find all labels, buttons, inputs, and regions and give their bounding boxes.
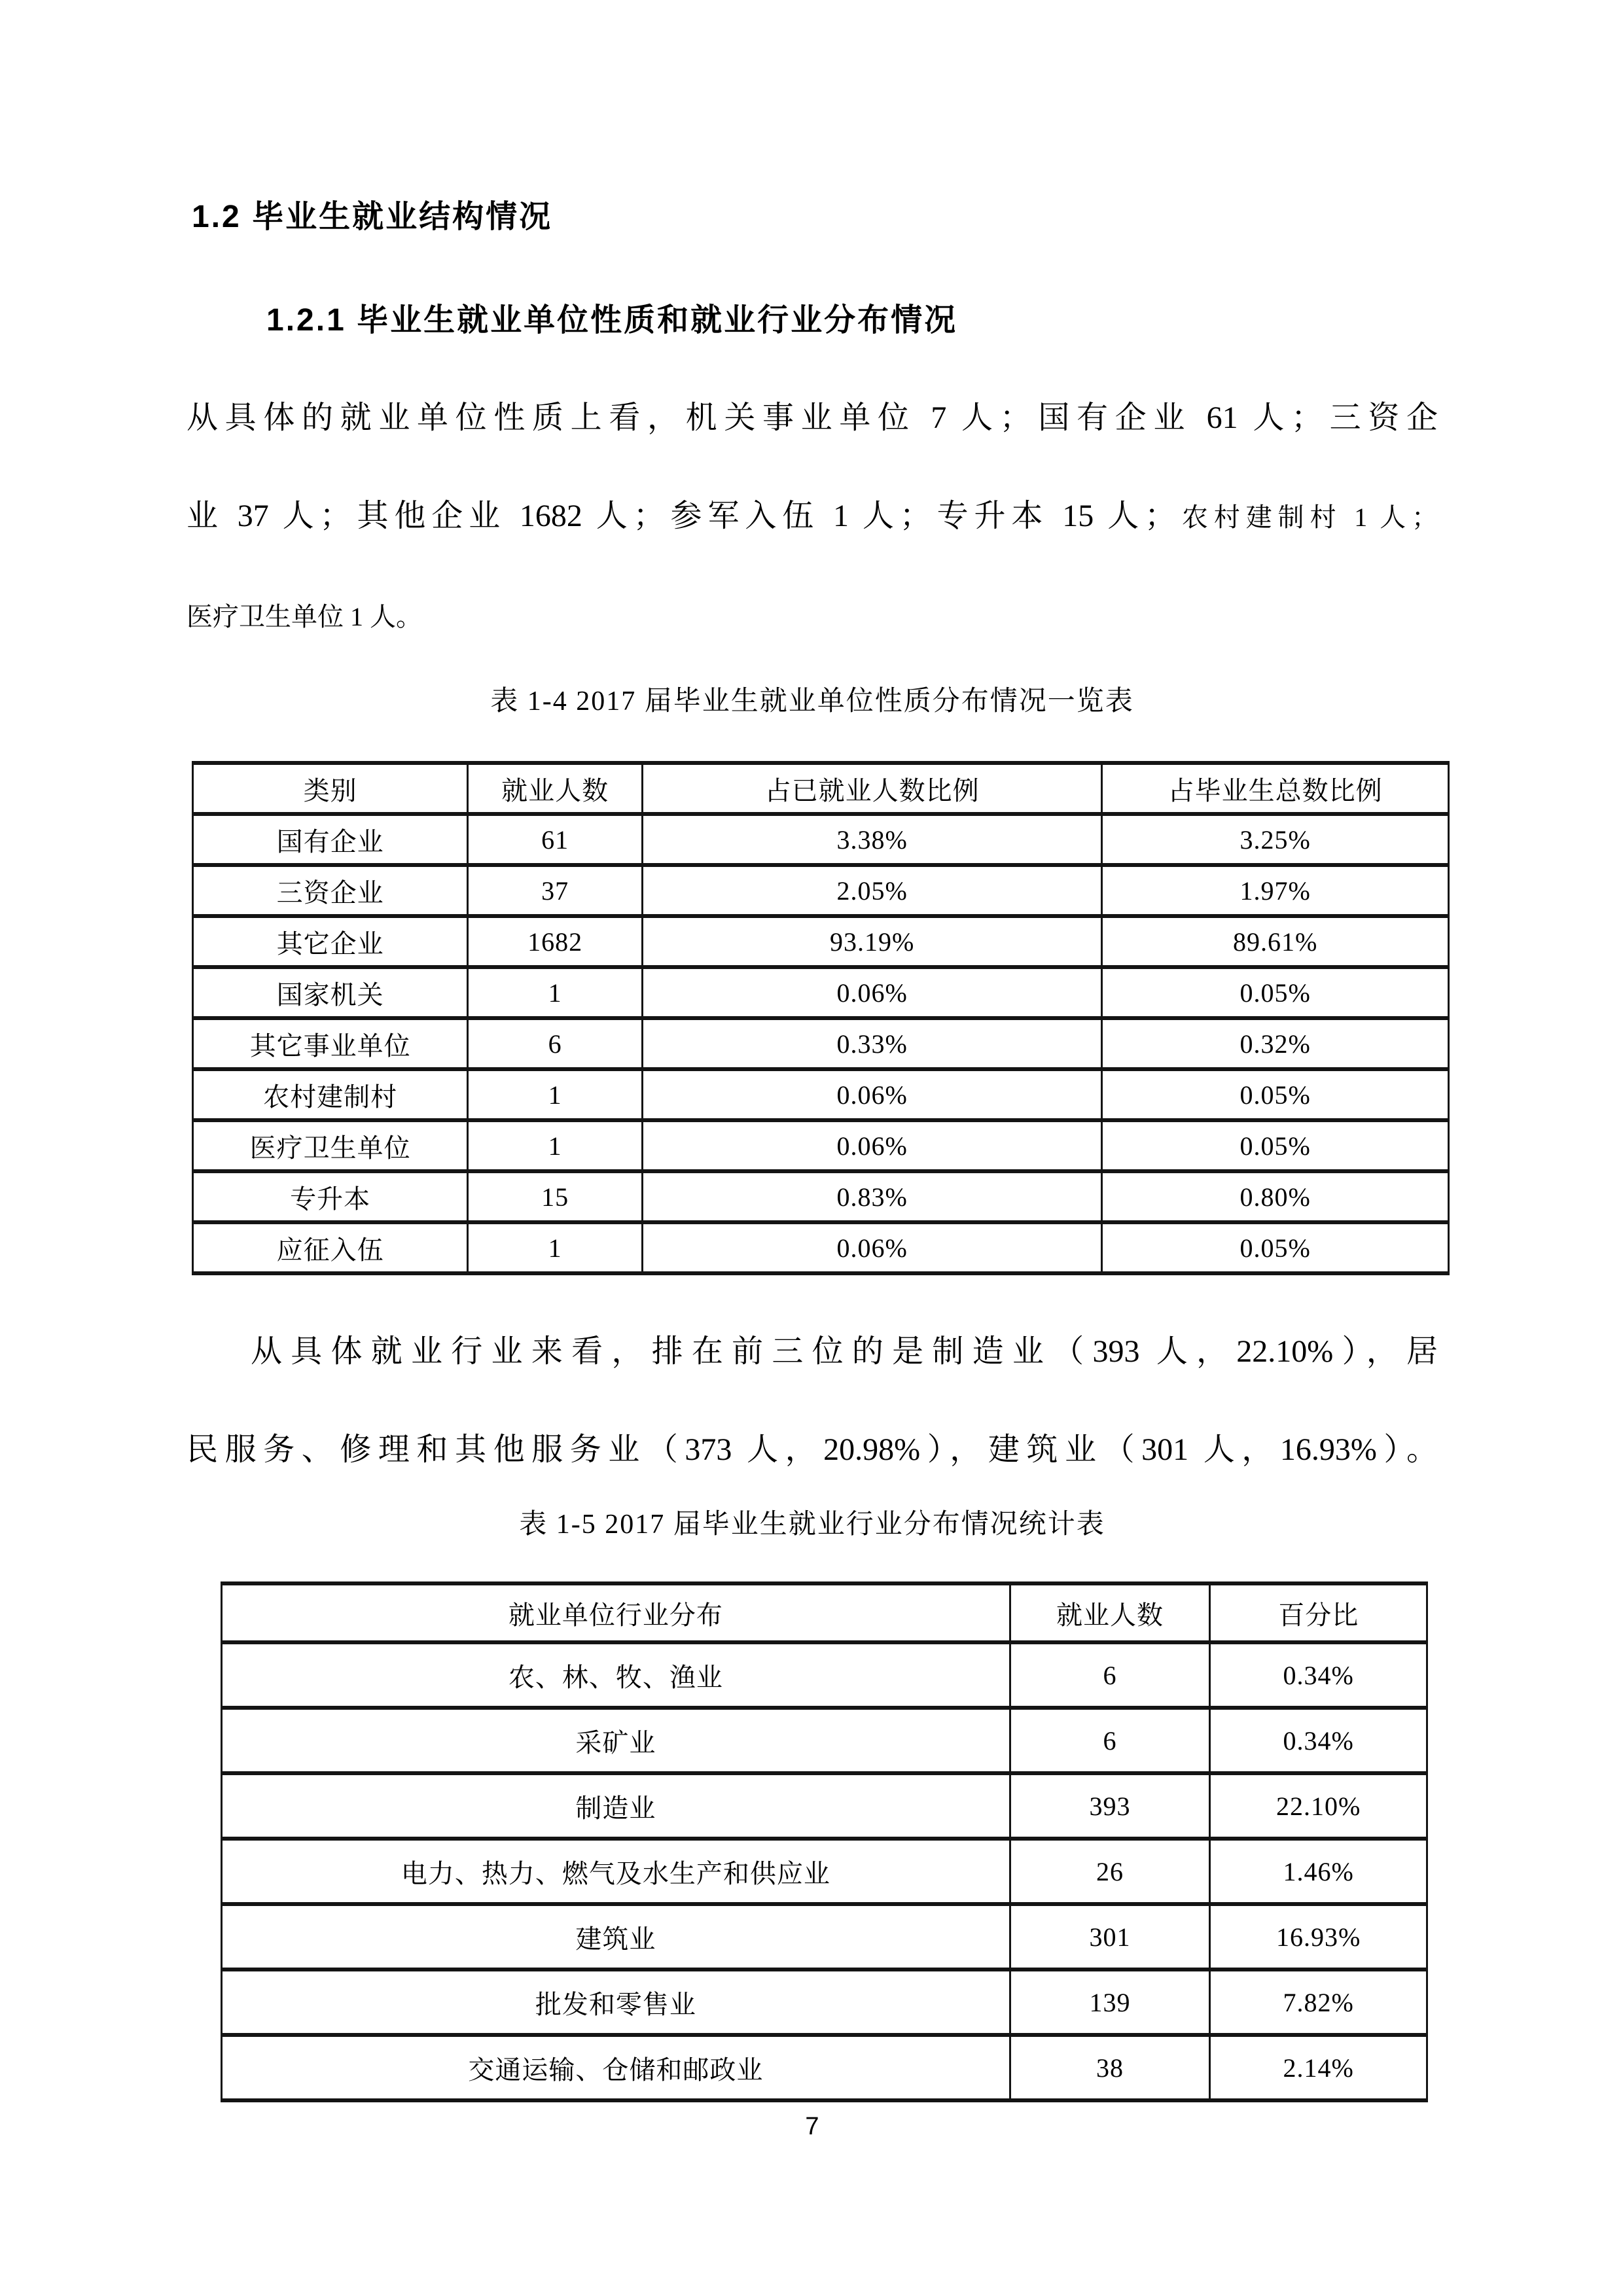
table-cell: 139 — [1010, 1969, 1210, 2035]
table-cell: 农、林、牧、渔业 — [222, 1642, 1010, 1708]
table-column-header: 就业人数 — [468, 763, 643, 814]
section-heading: 1.2 毕业生就业结构情况 — [192, 200, 553, 234]
table-cell: 89.61% — [1102, 916, 1449, 967]
table-cell: 1 — [468, 1069, 643, 1120]
table-cell: 6 — [1010, 1708, 1210, 1773]
table-cell: 建筑业 — [222, 1904, 1010, 1969]
table-cell: 1 — [468, 967, 643, 1018]
table-cell: 7.82% — [1210, 1969, 1427, 2035]
table-cell: 2.14% — [1210, 2035, 1427, 2100]
table-1-4 — [192, 761, 1450, 1275]
table-cell: 0.83% — [642, 1171, 1101, 1222]
table-cell: 采矿业 — [222, 1708, 1010, 1773]
table-row — [222, 1642, 1427, 1708]
paragraph-line — [187, 369, 1438, 467]
table-cell: 专升本 — [193, 1171, 468, 1222]
table-cell: 26 — [1010, 1839, 1210, 1904]
table-header-row — [222, 1583, 1427, 1642]
table-cell: 电力、热力、燃气及水生产和供应业 — [222, 1839, 1010, 1904]
table-row — [222, 1773, 1427, 1839]
table-column-header: 类别 — [193, 763, 468, 814]
table-row — [193, 967, 1449, 1018]
table-cell: 22.10% — [1210, 1773, 1427, 1839]
table-cell: 农村建制村 — [193, 1069, 468, 1120]
table-row — [222, 1904, 1427, 1969]
table-cell: 301 — [1010, 1904, 1210, 1969]
table-cell: 0.05% — [1102, 1120, 1449, 1171]
table-cell: 393 — [1010, 1773, 1210, 1839]
table-row — [222, 1708, 1427, 1773]
table-cell: 93.19% — [642, 916, 1101, 967]
table-cell: 0.05% — [1102, 1222, 1449, 1273]
table-cell: 15 — [468, 1171, 643, 1222]
paragraph-text: 业 37 人；其他企业 1682 人；参军入伍 1 人；专升本 15 人； — [187, 499, 1176, 533]
table-cell: 3.25% — [1102, 814, 1449, 865]
table-cell: 2.05% — [642, 865, 1101, 916]
table-cell: 0.06% — [642, 967, 1101, 1018]
paragraph-text-small: 农村建制村 1 人； — [1176, 503, 1438, 532]
table-1-5 — [221, 1581, 1428, 2102]
table-cell: 1.97% — [1102, 865, 1449, 916]
table-cell: 0.06% — [642, 1222, 1101, 1273]
table-cell: 0.34% — [1210, 1708, 1427, 1773]
table-cell: 应征入伍 — [193, 1222, 468, 1273]
table-1-5-body — [222, 1642, 1427, 2100]
table-row — [193, 865, 1449, 916]
table-cell: 61 — [468, 814, 643, 865]
table-column-header: 就业单位行业分布 — [222, 1583, 1010, 1642]
table-cell: 6 — [468, 1018, 643, 1069]
table-cell: 三资企业 — [193, 865, 468, 916]
table-row — [193, 1069, 1449, 1120]
table-row — [222, 1839, 1427, 1904]
paragraph-line — [187, 1303, 1438, 1401]
paragraph-text: 从具体的就业单位性质上看，机关事业单位 7 人；国有企业 61 人；三资企 — [187, 400, 1438, 435]
table-cell: 0.06% — [642, 1120, 1101, 1171]
table-1-4-body — [193, 814, 1449, 1273]
table-cell: 0.32% — [1102, 1018, 1449, 1069]
table-cell: 医疗卫生单位 — [193, 1120, 468, 1171]
table-cell: 制造业 — [222, 1773, 1010, 1839]
table-cell: 批发和零售业 — [222, 1969, 1010, 2035]
table-cell: 1.46% — [1210, 1839, 1427, 1904]
paragraph-line — [187, 467, 1438, 567]
paragraph-text-small: 医疗卫生单位 1 人。 — [187, 602, 422, 631]
table-header-row — [193, 763, 1449, 814]
table-cell: 国有企业 — [193, 814, 468, 865]
table-column-header: 占已就业人数比例 — [642, 763, 1101, 814]
table-row — [193, 1120, 1449, 1171]
table-1-5-caption: 表 1-5 2017 届毕业生就业行业分布情况统计表 — [519, 1510, 1105, 1540]
paragraph-text: 从具体就业行业来看，排在前三位的是制造业（393 人，22.10%），居 — [251, 1334, 1438, 1369]
table-row — [193, 1171, 1449, 1222]
table-column-header: 百分比 — [1210, 1583, 1427, 1642]
table-cell: 1682 — [468, 916, 643, 967]
table-row — [193, 814, 1449, 865]
table-cell: 交通运输、仓储和邮政业 — [222, 2035, 1010, 2100]
table-cell: 1 — [468, 1120, 643, 1171]
table-row — [193, 916, 1449, 967]
table-1-4-caption: 表 1-4 2017 届毕业生就业单位性质分布情况一览表 — [490, 686, 1134, 716]
table-cell: 国家机关 — [193, 967, 468, 1018]
subsection-heading: 1.2.1 毕业生就业单位性质和就业行业分布情况 — [266, 303, 958, 338]
table-row — [193, 1018, 1449, 1069]
paragraph-text: 民服务、修理和其他服务业（373 人，20.98%），建筑业（301 人，16.93%）。 — [187, 1432, 1438, 1467]
table-cell: 6 — [1010, 1642, 1210, 1708]
paragraph-line — [187, 1401, 1438, 1499]
table-row — [222, 1969, 1427, 2035]
table-cell: 0.34% — [1210, 1642, 1427, 1708]
table-column-header: 就业人数 — [1010, 1583, 1210, 1642]
table-cell: 37 — [468, 865, 643, 916]
page-number: 7 — [805, 2113, 819, 2140]
table-column-header: 占毕业生总数比例 — [1102, 763, 1449, 814]
table-cell: 其它企业 — [193, 916, 468, 967]
table-cell: 0.05% — [1102, 1069, 1449, 1120]
table-cell: 其它事业单位 — [193, 1018, 468, 1069]
table-row — [193, 1222, 1449, 1273]
table-row — [222, 2035, 1427, 2100]
intro-paragraph — [187, 369, 1438, 666]
table-cell: 38 — [1010, 2035, 1210, 2100]
table-cell: 0.05% — [1102, 967, 1449, 1018]
table-cell: 16.93% — [1210, 1904, 1427, 1969]
industry-paragraph — [187, 1303, 1438, 1499]
table-cell: 1 — [468, 1222, 643, 1273]
table-cell: 0.33% — [642, 1018, 1101, 1069]
paragraph-line — [187, 567, 1438, 666]
table-cell: 0.80% — [1102, 1171, 1449, 1222]
table-cell: 3.38% — [642, 814, 1101, 865]
table-cell: 0.06% — [642, 1069, 1101, 1120]
